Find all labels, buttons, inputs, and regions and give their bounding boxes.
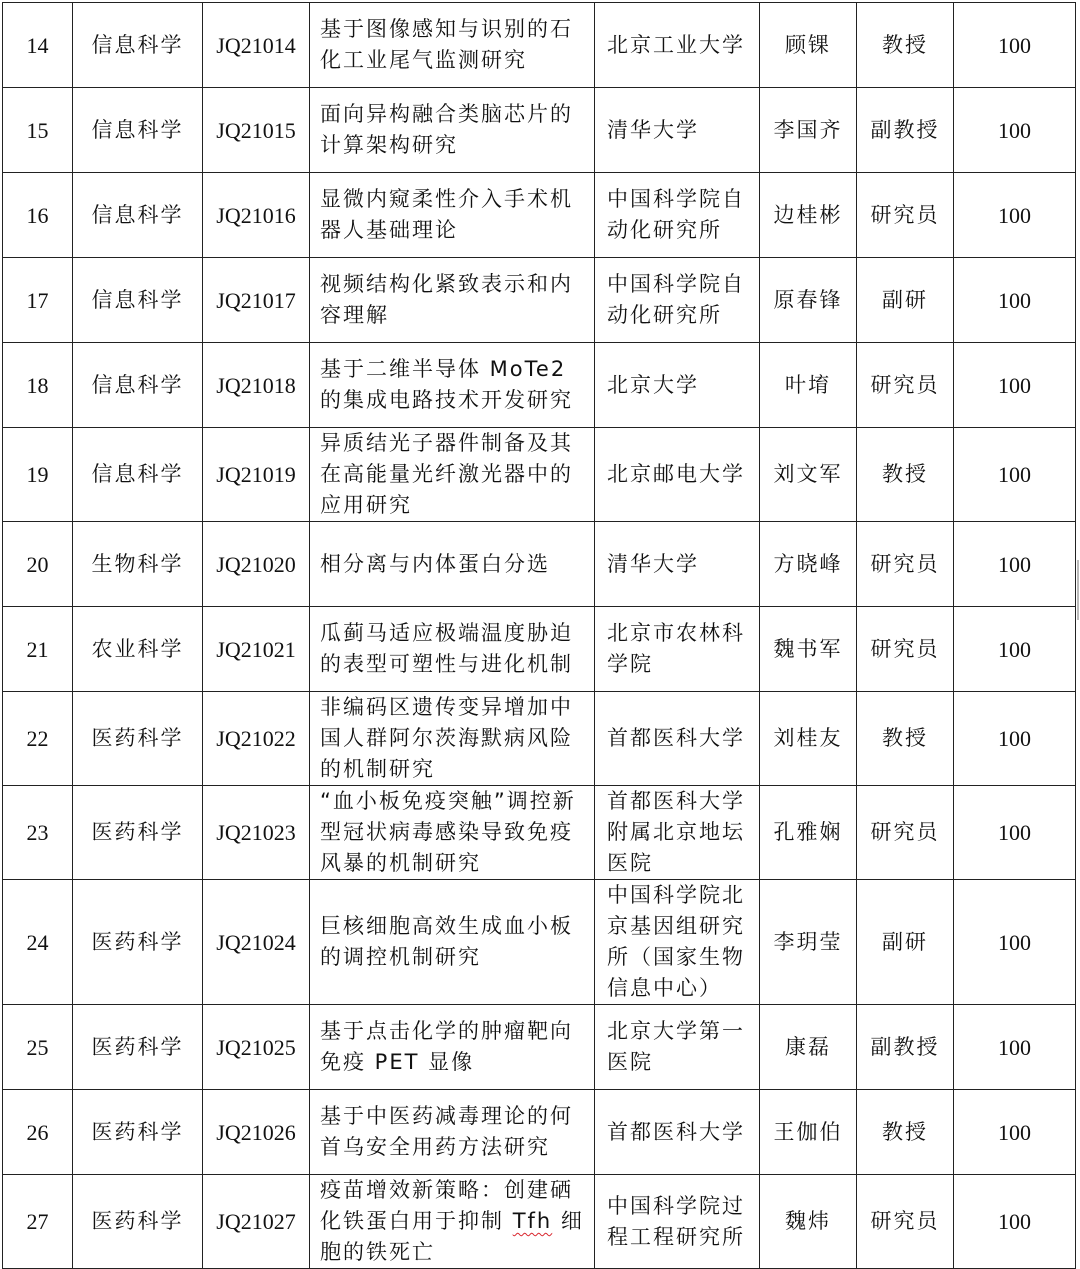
project-code: JQ21025 [203, 1005, 310, 1090]
project-title: 非编码区遗传变异增加中国人群阿尔茨海默病风险的机制研究 [310, 692, 595, 786]
amount: 100 [954, 173, 1076, 258]
project-code: JQ21016 [203, 173, 310, 258]
amount: 100 [954, 1090, 1076, 1175]
project-title: 基于二维半导体 MoTe2 的集成电路技术开发研究 [310, 343, 595, 428]
table-row [3, 522, 1076, 607]
project-title: 基于点击化学的肿瘤靶向免疫 PET 显像 [310, 1005, 595, 1090]
spellcheck-underlined-text: Tfh [512, 1209, 553, 1233]
project-title: 异质结光子器件制备及其在高能量光纤激光器中的应用研究 [310, 428, 595, 522]
field: 信息科学 [73, 173, 203, 258]
project-title: 视频结构化紧致表示和内容理解 [310, 258, 595, 343]
institution: 清华大学 [595, 88, 760, 173]
amount: 100 [954, 258, 1076, 343]
rank: 副研 [857, 258, 954, 343]
field: 信息科学 [73, 343, 203, 428]
table-row [3, 1175, 1076, 1269]
project-code: JQ21024 [203, 880, 310, 1005]
field: 医药科学 [73, 1005, 203, 1090]
row-number: 22 [3, 692, 73, 786]
row-number: 19 [3, 428, 73, 522]
table-row [3, 692, 1076, 786]
project-title: 巨核细胞高效生成血小板的调控机制研究 [310, 880, 595, 1005]
field: 医药科学 [73, 1090, 203, 1175]
institution: 中国科学院过程工程研究所 [595, 1175, 760, 1269]
table-row [3, 880, 1076, 1005]
table-row [3, 786, 1076, 880]
project-code: JQ21014 [203, 3, 310, 88]
row-number: 27 [3, 1175, 73, 1269]
row-number: 18 [3, 343, 73, 428]
amount: 100 [954, 88, 1076, 173]
person: 李玥莹 [760, 880, 857, 1005]
table-row [3, 258, 1076, 343]
row-number: 23 [3, 786, 73, 880]
project-title: 基于中医药减毒理论的何首乌安全用药方法研究 [310, 1090, 595, 1175]
rank: 副研 [857, 880, 954, 1005]
table-row [3, 88, 1076, 173]
rank: 教授 [857, 692, 954, 786]
table-row [3, 173, 1076, 258]
person: 刘桂友 [760, 692, 857, 786]
table-row [3, 428, 1076, 522]
rank: 研究员 [857, 343, 954, 428]
table-row [3, 1090, 1076, 1175]
field: 农业科学 [73, 607, 203, 692]
project-table [2, 2, 1076, 1269]
rank: 研究员 [857, 173, 954, 258]
table-row [3, 343, 1076, 428]
rank: 教授 [857, 428, 954, 522]
person: 刘文军 [760, 428, 857, 522]
rank: 研究员 [857, 1175, 954, 1269]
field: 生物科学 [73, 522, 203, 607]
amount: 100 [954, 607, 1076, 692]
rank: 研究员 [857, 786, 954, 880]
institution: 北京工业大学 [595, 3, 760, 88]
institution: 北京邮电大学 [595, 428, 760, 522]
project-code: JQ21017 [203, 258, 310, 343]
field: 医药科学 [73, 692, 203, 786]
amount: 100 [954, 343, 1076, 428]
institution: 中国科学院自动化研究所 [595, 173, 760, 258]
project-code: JQ21026 [203, 1090, 310, 1175]
institution: 北京市农林科学院 [595, 607, 760, 692]
project-title: 瓜蓟马适应极端温度胁迫的表型可塑性与进化机制 [310, 607, 595, 692]
row-number: 14 [3, 3, 73, 88]
row-number: 20 [3, 522, 73, 607]
institution: 首都医科大学 [595, 1090, 760, 1175]
amount: 100 [954, 1005, 1076, 1090]
person: 孔雅娴 [760, 786, 857, 880]
amount: 100 [954, 3, 1076, 88]
person: 边桂彬 [760, 173, 857, 258]
project-title [310, 1175, 595, 1269]
institution: 北京大学第一医院 [595, 1005, 760, 1090]
project-title: 显微内窥柔性介入手术机器人基础理论 [310, 173, 595, 258]
project-code: JQ21015 [203, 88, 310, 173]
amount: 100 [954, 786, 1076, 880]
row-number: 15 [3, 88, 73, 173]
table-row [3, 3, 1076, 88]
table-row [3, 607, 1076, 692]
table-row [3, 1005, 1076, 1090]
person: 王伽伯 [760, 1090, 857, 1175]
institution: 北京大学 [595, 343, 760, 428]
rank: 副教授 [857, 88, 954, 173]
person: 李国齐 [760, 88, 857, 173]
row-number: 17 [3, 258, 73, 343]
person: 顾锞 [760, 3, 857, 88]
page-edge-mark [1077, 560, 1079, 620]
row-number: 24 [3, 880, 73, 1005]
title-text: 细胞的铁死亡 [320, 1209, 584, 1264]
project-code: JQ21023 [203, 786, 310, 880]
person: 康磊 [760, 1005, 857, 1090]
rank: 副教授 [857, 1005, 954, 1090]
row-number: 21 [3, 607, 73, 692]
project-title: 相分离与内体蛋白分选 [310, 522, 595, 607]
rank: 研究员 [857, 607, 954, 692]
project-code: JQ21020 [203, 522, 310, 607]
amount: 100 [954, 880, 1076, 1005]
institution: 清华大学 [595, 522, 760, 607]
project-title: 面向异构融合类脑芯片的计算架构研究 [310, 88, 595, 173]
project-code: JQ21021 [203, 607, 310, 692]
person: 方晓峰 [760, 522, 857, 607]
person: 魏炜 [760, 1175, 857, 1269]
project-code: JQ21022 [203, 692, 310, 786]
field: 信息科学 [73, 428, 203, 522]
amount: 100 [954, 428, 1076, 522]
field: 信息科学 [73, 3, 203, 88]
amount: 100 [954, 692, 1076, 786]
field: 信息科学 [73, 88, 203, 173]
institution: 首都医科大学附属北京地坛医院 [595, 786, 760, 880]
project-code: JQ21027 [203, 1175, 310, 1269]
amount: 100 [954, 1175, 1076, 1269]
rank: 教授 [857, 3, 954, 88]
row-number: 26 [3, 1090, 73, 1175]
amount: 100 [954, 522, 1076, 607]
rank: 研究员 [857, 522, 954, 607]
institution: 首都医科大学 [595, 692, 760, 786]
institution: 中国科学院北京基因组研究所（国家生物信息中心） [595, 880, 760, 1005]
person: 叶堉 [760, 343, 857, 428]
project-code: JQ21019 [203, 428, 310, 522]
field: 信息科学 [73, 258, 203, 343]
title-text: 疫苗增效新策略：创建硒化铁蛋白用于抑制 [320, 1178, 573, 1233]
row-number: 16 [3, 173, 73, 258]
person: 魏书军 [760, 607, 857, 692]
row-number: 25 [3, 1005, 73, 1090]
field: 医药科学 [73, 1175, 203, 1269]
project-title: 基于图像感知与识别的石化工业尾气监测研究 [310, 3, 595, 88]
institution: 中国科学院自动化研究所 [595, 258, 760, 343]
project-code: JQ21018 [203, 343, 310, 428]
rank: 教授 [857, 1090, 954, 1175]
field: 医药科学 [73, 786, 203, 880]
field: 医药科学 [73, 880, 203, 1005]
project-title: “血小板免疫突触”调控新型冠状病毒感染导致免疫风暴的机制研究 [310, 786, 595, 880]
person: 原春锋 [760, 258, 857, 343]
